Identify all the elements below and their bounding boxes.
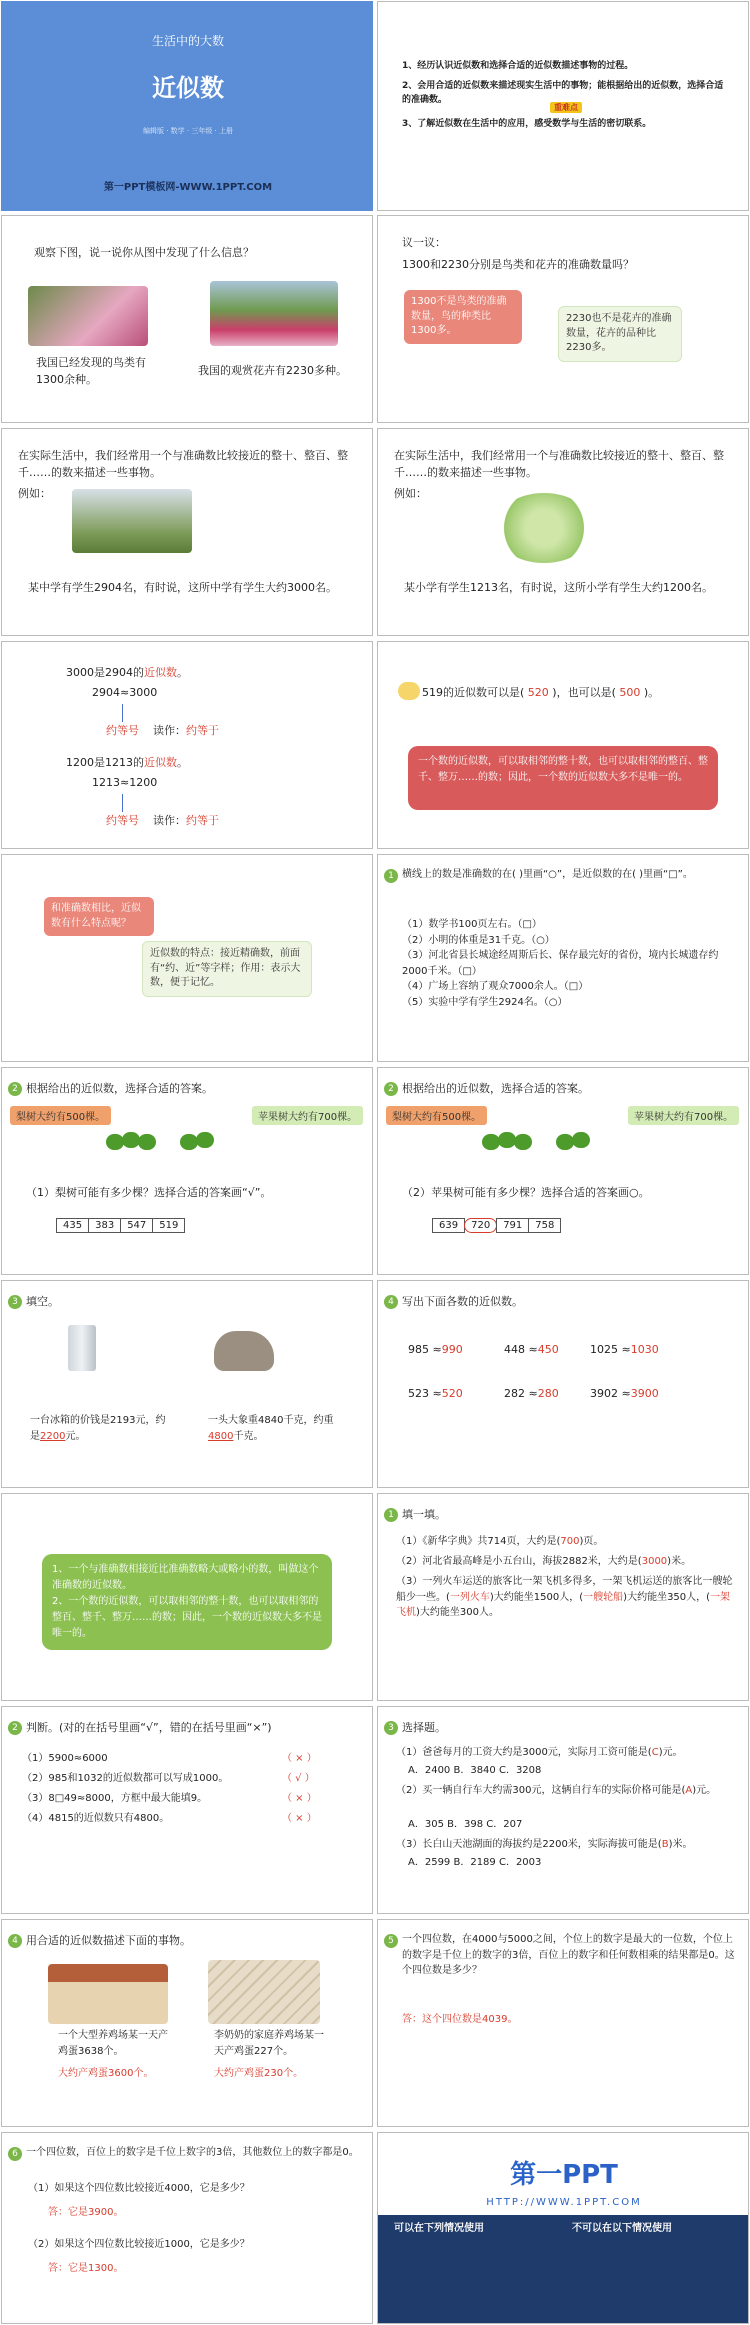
tf-a: （ × ） <box>282 1753 317 1764</box>
option[interactable]: 435 <box>56 1218 89 1233</box>
approx-expr-2: 1213≈1200 <box>92 776 158 789</box>
mc-o2: A．305 B．398 C．207 <box>408 1819 523 1830</box>
summary-2: 2、一个数的近似数，可以取相邻的整十数，也可以取相邻的整百、整千、整万……的数；因此，一个数的近似数大多不是唯一的。 <box>52 1596 322 1639</box>
exercise-prompt: 填空。 <box>26 1295 59 1308</box>
fill-2: （2）河北省最高峰是小五台山，海拔2882米，大约是(3000)米。 <box>396 1556 692 1567</box>
exercise-number: 1 <box>384 1508 398 1522</box>
example-middle-school-slide[interactable] <box>1 428 373 636</box>
fill-in-slide[interactable] <box>377 1493 749 1701</box>
goals-slide[interactable] <box>377 1 749 211</box>
farm-caption: 一个大型养鸡场某一天产鸡蛋3638个。 <box>58 2030 168 2057</box>
exercise-answer: 答：这个四位数是4039。 <box>402 2014 518 2025</box>
summary-slide[interactable] <box>1 1493 373 1701</box>
exercise-number: 4 <box>384 1295 398 1309</box>
example-intro-2: 在实际生活中，我们经常用一个与准确数比较接近的整十、整百、整千……的数来描述一些事物。 <box>394 449 724 480</box>
arrow-1 <box>122 704 123 722</box>
fridge-picture <box>68 1325 96 1371</box>
primary-school-caption: 某小学有学生1213名，有时说，这所小学有学生大约1200名。 <box>404 581 713 594</box>
cover-title: 近似数 <box>152 74 224 102</box>
example-intro: 在实际生活中，我们经常用一个与准确数比较接近的整十、整百、整千……的数来描述一些事物。 <box>18 449 348 480</box>
tf-q: （4）4815的近似数只有4800。 <box>22 1813 170 1824</box>
allowed-title: 可以在下列情况使用 <box>394 2223 484 2234</box>
exercise-item: （2）小明的体重是31千克。（○） <box>402 934 555 946</box>
approx-pair: 523 ≈520 <box>408 1387 463 1400</box>
option[interactable]: 639 <box>432 1218 465 1233</box>
brand-logo: 第一PPT <box>510 2160 618 2190</box>
tf-q: （2）985和1032的近似数都可以写成1000。 <box>22 1773 229 1784</box>
flower-field-photo <box>210 281 338 346</box>
tf-a: （ √ ） <box>282 1773 315 1784</box>
exercise-number: 6 <box>8 2147 22 2161</box>
disallowed-title: 不可以在以下情况使用 <box>572 2223 672 2234</box>
option[interactable]: 758 <box>528 1218 561 1233</box>
nearby-note: 一个数的近似数，可以取相邻的整十数，也可以取相邻的整百、整千、整万……的数；因此，一个数的近似数大多不是唯一的。 <box>408 746 718 810</box>
multiple-choice-slide[interactable] <box>377 1706 749 1914</box>
exercise-number: 1 <box>384 869 398 883</box>
observe-slide[interactable] <box>1 215 373 423</box>
apple-tree-slide[interactable] <box>377 1067 749 1275</box>
option[interactable]: 720 <box>464 1218 497 1233</box>
tf-a: （ × ） <box>282 1793 317 1804</box>
exercise-prompt: 根据给出的近似数，选择合适的答案。 <box>26 1082 213 1095</box>
exercise-item: （4）广场上容纳了观众7000余人。（□） <box>402 981 589 992</box>
option[interactable]: 547 <box>120 1218 153 1233</box>
fridge-caption: 一台冰箱的价钱是2193元，约是2200元。 <box>30 1415 166 1442</box>
goal-2: 2、会用合适的近似数来描述现实生活中的事物；能根据给出的近似数，选择合适的准确数。 <box>402 81 724 105</box>
apple-tag: 苹果树大约有700棵。 <box>628 1106 739 1125</box>
goal-1: 1、经历认识近似数和选择合适的近似数描述事物的过程。 <box>402 61 634 71</box>
nearby-question: 519的近似数可以是( 520 )，也可以是( 500 )。 <box>422 686 660 699</box>
example-primary-school-slide[interactable] <box>377 428 749 636</box>
approx-line-1: 3000是2904的近似数。 <box>66 666 188 679</box>
tree-icon <box>572 1132 590 1148</box>
write-approx-slide[interactable] <box>377 1280 749 1488</box>
describe-slide[interactable] <box>1 1919 373 2127</box>
tf-a: （ × ） <box>282 1813 317 1824</box>
apple-tag: 苹果树大约有700棵。 <box>252 1106 363 1125</box>
approx-sign-slide[interactable] <box>1 641 373 849</box>
elephant-caption: 一头大象重4840千克，约重4800千克。 <box>208 1415 334 1442</box>
coop-answer: 大约产鸡蛋230个。 <box>214 2068 304 2079</box>
mc-o3: A．2599 B．2189 C．2003 <box>408 1857 542 1868</box>
q1: （1）如果这个四位数比较接近4000，它是多少？ <box>28 2183 250 2194</box>
apple-options <box>432 1218 560 1233</box>
exercise-prompt: 横线上的数是准确数的在( )里画“○”，是近似数的在( )里画“□”。 <box>402 869 693 880</box>
exercise-item: （1）数学书100页左右。（□） <box>402 919 542 930</box>
key-point-badge: 重难点 <box>550 102 582 113</box>
tf-q: （3）8□49≈8000，方框中最大能填9。 <box>22 1793 208 1804</box>
discuss-heading: 议一议： <box>402 236 446 249</box>
option[interactable]: 519 <box>152 1218 185 1233</box>
farm-picture <box>48 1964 168 2024</box>
exercise-number: 3 <box>384 1721 398 1735</box>
features-answer-bubble: 近似数的特点：接近精确数，前面有“约、近”等字样；作用：表示大数，便于记忆。 <box>142 941 312 997</box>
coop-caption: 李奶奶的家庭养鸡场某一天产鸡蛋227个。 <box>214 2030 324 2057</box>
option[interactable]: 791 <box>496 1218 529 1233</box>
a2: 答：它是1300。 <box>48 2263 124 2274</box>
bird-caption: 我国已经发现的鸟类有1300余种。 <box>36 356 146 387</box>
approx-note-1: 约等号 读作：约等于 <box>106 724 219 737</box>
exercise-prompt: 用合适的近似数描述下面的事物。 <box>26 1934 191 1947</box>
fill-3: （3）一列火车运送的旅客比一架飞机多得多，一架飞机运送的旅客比一艘轮船少一些。(一列火车)大约能坐1500人，(一艘轮船)大约能坐350人，(一架飞机)大约能坐300人。 <box>396 1576 733 1618</box>
tree-icon <box>514 1134 532 1150</box>
exercise-number: 2 <box>8 1082 22 1096</box>
elephant-picture <box>214 1331 274 1371</box>
nearby-values-slide[interactable] <box>377 641 749 849</box>
mc-q3: （3）长白山天池湖面的海拔约是2200米，实际海拔可能是(B)米。 <box>396 1839 693 1850</box>
features-question-bubble: 和准确数相比，近似数有什么特点呢？ <box>44 897 154 936</box>
tf-q: （1）5900≈6000 <box>22 1753 108 1764</box>
mc-q1: （1）爸爸每月的工资大约是3000元，实际月工资可能是(C)元。 <box>396 1747 683 1758</box>
approx-line-2: 1200是1213的近似数。 <box>66 756 188 769</box>
option[interactable]: 383 <box>88 1218 121 1233</box>
a1: 答：它是3900。 <box>48 2207 124 2218</box>
approx-pair: 3902 ≈3900 <box>590 1387 659 1400</box>
middle-school-caption: 某中学有学生2904名，有时说，这所中学有学生大约3000名。 <box>28 581 337 594</box>
discuss-question: 1300和2230分别是鸟类和花卉的准确数量吗？ <box>402 258 634 271</box>
fill-blank-slide[interactable] <box>1 1280 373 1488</box>
pear-tag: 梨树大约有500棵。 <box>386 1106 487 1125</box>
summary-box <box>42 1554 332 1650</box>
exercise-item: （5）实验中学有学生2924名。（○） <box>402 996 568 1008</box>
tree-icon <box>196 1132 214 1148</box>
bird-photo <box>28 286 148 346</box>
approx-pair: 1025 ≈1030 <box>590 1343 659 1356</box>
four-digit-2-slide[interactable] <box>1 2132 373 2324</box>
chicken-coop-picture <box>208 1960 320 2024</box>
exercise-prompt: 填一填。 <box>402 1508 446 1521</box>
goal-3: 3、了解近似数在生活中的应用，感受数学与生活的密切联系。 <box>402 119 652 129</box>
cartoon-icon <box>398 682 420 700</box>
apple-question: （2）苹果树可能有多少棵？选择合适的答案画○。 <box>402 1186 650 1199</box>
pear-question: （1）梨树可能有多少棵？选择合适的答案画“√”。 <box>26 1186 272 1199</box>
approx-pair: 282 ≈280 <box>504 1387 559 1400</box>
brand-url[interactable]: HTTP://WWW.1PPT.COM <box>486 2197 642 2208</box>
exercise-items <box>402 917 738 1010</box>
approx-note-2: 约等号 读作：约等于 <box>106 814 219 827</box>
exercise-prompt: 根据给出的近似数，选择合适的答案。 <box>402 1082 589 1095</box>
bird-bubble: 1300不是鸟类的准确数量，鸟的种类比1300多。 <box>404 290 522 344</box>
students-playing-photo <box>494 493 594 563</box>
students-running-photo <box>72 489 192 553</box>
cover-subtitle: 生活中的大数 <box>151 34 224 48</box>
approx-pair: 985 ≈990 <box>408 1343 463 1356</box>
cover-slide[interactable] <box>1 1 373 211</box>
approx-pair: 448 ≈450 <box>504 1343 559 1356</box>
exercise-prompt: 一个四位数，在4000与5000之间，个位上的数字是最大的一位数，个位上的数字是千位上的数字的3倍，百位上的数字和任何数相乘的结果都是0。这个四位数是多少？ <box>402 1934 735 1976</box>
cover-footer: 第一PPT模板网-WWW.1PPT.COM <box>103 182 273 193</box>
arrow-2 <box>122 794 123 812</box>
cover-meta: 编辑版 · 数学 · 三年级 · 上册 <box>142 127 234 135</box>
exercise-1-slide[interactable] <box>377 854 749 1062</box>
pear-tag: 梨树大约有500棵。 <box>10 1106 111 1125</box>
exercise-prompt: 一个四位数，百位上的数字是千位上数字的3倍，其他数位上的数字都是0。 <box>26 2147 359 2158</box>
approx-expr-1: 2904≈3000 <box>92 686 158 699</box>
pear-options <box>56 1218 184 1233</box>
tree-icon <box>138 1134 156 1150</box>
observe-prompt: 观察下图，说一说你从图中发现了什么信息？ <box>34 246 254 259</box>
pear-tree-slide[interactable] <box>1 1067 373 1275</box>
discuss-slide[interactable] <box>377 215 749 423</box>
exercise-item: （3）河北省县长城途经周斯后长、保存最完好的省份，境内长城遗存约2000千米。（□） <box>402 950 719 977</box>
example-label-2: 例如： <box>394 487 427 500</box>
exercise-number: 5 <box>384 1934 398 1948</box>
summary-1: 1、一个与准确数相接近比准确数略大或略小的数，叫做这个准确数的近似数。 <box>52 1564 319 1591</box>
exercise-number: 2 <box>384 1082 398 1096</box>
exercise-prompt: 判断。(对的在括号里画“√”，错的在括号里画“×”) <box>26 1721 272 1734</box>
example-label: 例如： <box>18 487 51 500</box>
mc-o1: A．2400 B．3840 C．3208 <box>408 1765 542 1776</box>
q2: （2）如果这个四位数比较接近1000，它是多少？ <box>28 2239 250 2250</box>
exercise-number: 3 <box>8 1295 22 1309</box>
fill-1: （1）《新华字典》共714页，大约是(700)页。 <box>396 1536 604 1547</box>
four-digit-slide[interactable] <box>377 1919 749 2127</box>
flower-caption: 我国的观赏花卉有2230多种。 <box>198 364 347 377</box>
brand-slide[interactable] <box>377 2132 749 2324</box>
farm-answer: 大约产鸡蛋3600个。 <box>58 2068 154 2079</box>
exercise-prompt: 选择题。 <box>402 1721 446 1734</box>
exercise-number: 4 <box>8 1934 22 1948</box>
mc-q2: （2）买一辆自行车大约需300元，这辆自行车的实际价格可能是(A)元。 <box>396 1785 717 1796</box>
features-slide[interactable] <box>1 854 373 1062</box>
true-false-slide[interactable] <box>1 1706 373 1914</box>
exercise-prompt: 写出下面各数的近似数。 <box>402 1295 523 1308</box>
brand-footer <box>378 2215 749 2324</box>
flower-bubble: 2230也不是花卉的准确数量，花卉的品种比2230多。 <box>558 306 682 362</box>
exercise-number: 2 <box>8 1721 22 1735</box>
